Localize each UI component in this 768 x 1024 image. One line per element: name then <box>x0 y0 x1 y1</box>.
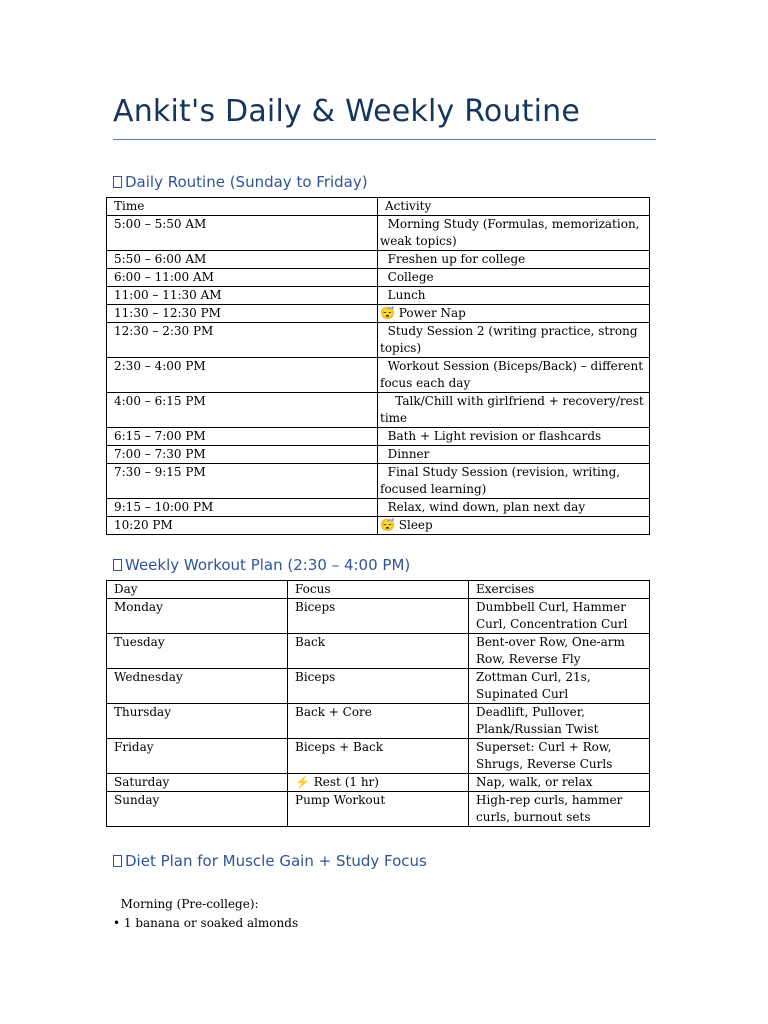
exercises-cell: Bent-over Row, One-arm Row, Reverse Fly <box>469 634 650 669</box>
time-cell: 10:20 PM <box>107 517 378 535</box>
day-cell: Saturday <box>107 774 288 792</box>
time-cell: 5:50 – 6:00 AM <box>107 251 378 269</box>
table-row <box>107 499 650 517</box>
table-row <box>107 634 650 669</box>
table-row <box>107 464 650 499</box>
day-cell: Wednesday <box>107 669 288 704</box>
missing-glyph-icon <box>113 559 122 571</box>
exercises-cell: Dumbbell Curl, Hammer Curl, Concentration Curl <box>469 599 650 634</box>
table-row <box>107 792 650 827</box>
weekly-workout-table <box>106 580 650 827</box>
day-cell: Sunday <box>107 792 288 827</box>
title-underline <box>113 139 656 140</box>
diet-morning-subheading: Morning (Pre-college): <box>113 897 259 911</box>
focus-cell: Back + Core <box>288 704 469 739</box>
daily-routine-heading-text: Daily Routine (Sunday to Friday) <box>125 173 368 191</box>
column-header-time: Time <box>107 198 378 216</box>
activity-cell: Relax, wind down, plan next day <box>378 499 650 517</box>
activity-cell: Dinner <box>378 446 650 464</box>
exercises-cell: Nap, walk, or relax <box>469 774 650 792</box>
time-cell: 5:00 – 5:50 AM <box>107 216 378 251</box>
table-row <box>107 216 650 251</box>
activity-cell: Freshen up for college <box>378 251 650 269</box>
activity-cell: 😴 Sleep <box>378 517 650 535</box>
day-cell: Friday <box>107 739 288 774</box>
table-row <box>107 517 650 535</box>
exercises-cell: Zottman Curl, 21s, Supinated Curl <box>469 669 650 704</box>
table-row <box>107 269 650 287</box>
diet-plan-heading-text: Diet Plan for Muscle Gain + Study Focus <box>125 852 427 870</box>
time-cell: 9:15 – 10:00 PM <box>107 499 378 517</box>
daily-routine-heading <box>113 173 368 191</box>
column-header-focus: Focus <box>288 581 469 599</box>
table-row <box>107 323 650 358</box>
time-cell: 11:30 – 12:30 PM <box>107 305 378 323</box>
activity-cell: Study Session 2 (writing practice, strong topics) <box>378 323 650 358</box>
time-cell: 6:15 – 7:00 PM <box>107 428 378 446</box>
weekly-workout-heading-text: Weekly Workout Plan (2:30 – 4:00 PM) <box>125 556 411 574</box>
activity-cell: Talk/Chill with girlfriend + recovery/rest time <box>378 393 650 428</box>
time-cell: 7:30 – 9:15 PM <box>107 464 378 499</box>
table-header-row <box>107 581 650 599</box>
column-header-activity: Activity <box>378 198 650 216</box>
table-row <box>107 599 650 634</box>
column-header-day: Day <box>107 581 288 599</box>
table-row <box>107 428 650 446</box>
focus-cell: Biceps <box>288 669 469 704</box>
diet-plan-heading <box>113 852 427 870</box>
table-row <box>107 287 650 305</box>
missing-glyph-icon <box>113 855 122 867</box>
focus-cell: ⚡ Rest (1 hr) <box>288 774 469 792</box>
table-row <box>107 774 650 792</box>
time-cell: 7:00 – 7:30 PM <box>107 446 378 464</box>
time-cell: 2:30 – 4:00 PM <box>107 358 378 393</box>
weekly-workout-heading <box>113 556 410 574</box>
exercises-cell: High-rep curls, hammer curls, burnout sets <box>469 792 650 827</box>
table-row <box>107 446 650 464</box>
time-cell: 4:00 – 6:15 PM <box>107 393 378 428</box>
page-title: Ankit's Daily & Weekly Routine <box>113 94 581 129</box>
table-row <box>107 704 650 739</box>
focus-cell: Back <box>288 634 469 669</box>
time-cell: 12:30 – 2:30 PM <box>107 323 378 358</box>
column-header-exercises: Exercises <box>469 581 650 599</box>
activity-cell: Workout Session (Biceps/Back) – different focus each day <box>378 358 650 393</box>
missing-glyph-icon <box>113 176 122 188</box>
table-row <box>107 305 650 323</box>
table-row <box>107 358 650 393</box>
time-cell: 11:00 – 11:30 AM <box>107 287 378 305</box>
daily-routine-table <box>106 197 650 535</box>
table-row <box>107 739 650 774</box>
table-header-row <box>107 198 650 216</box>
activity-cell: Lunch <box>378 287 650 305</box>
day-cell: Tuesday <box>107 634 288 669</box>
day-cell: Thursday <box>107 704 288 739</box>
time-cell: 6:00 – 11:00 AM <box>107 269 378 287</box>
focus-cell: Pump Workout <box>288 792 469 827</box>
day-cell: Monday <box>107 599 288 634</box>
activity-cell: College <box>378 269 650 287</box>
table-row <box>107 669 650 704</box>
exercises-cell: Superset: Curl + Row, Shrugs, Reverse Curls <box>469 739 650 774</box>
activity-cell: 😴 Power Nap <box>378 305 650 323</box>
focus-cell: Biceps <box>288 599 469 634</box>
exercises-cell: Deadlift, Pullover, Plank/Russian Twist <box>469 704 650 739</box>
focus-cell: Biceps + Back <box>288 739 469 774</box>
activity-cell: Bath + Light revision or flashcards <box>378 428 650 446</box>
activity-cell: Morning Study (Formulas, memorization, weak topics) <box>378 216 650 251</box>
diet-item: • 1 banana or soaked almonds <box>113 916 299 930</box>
table-row <box>107 251 650 269</box>
table-row <box>107 393 650 428</box>
activity-cell: Final Study Session (revision, writing, focused learning) <box>378 464 650 499</box>
